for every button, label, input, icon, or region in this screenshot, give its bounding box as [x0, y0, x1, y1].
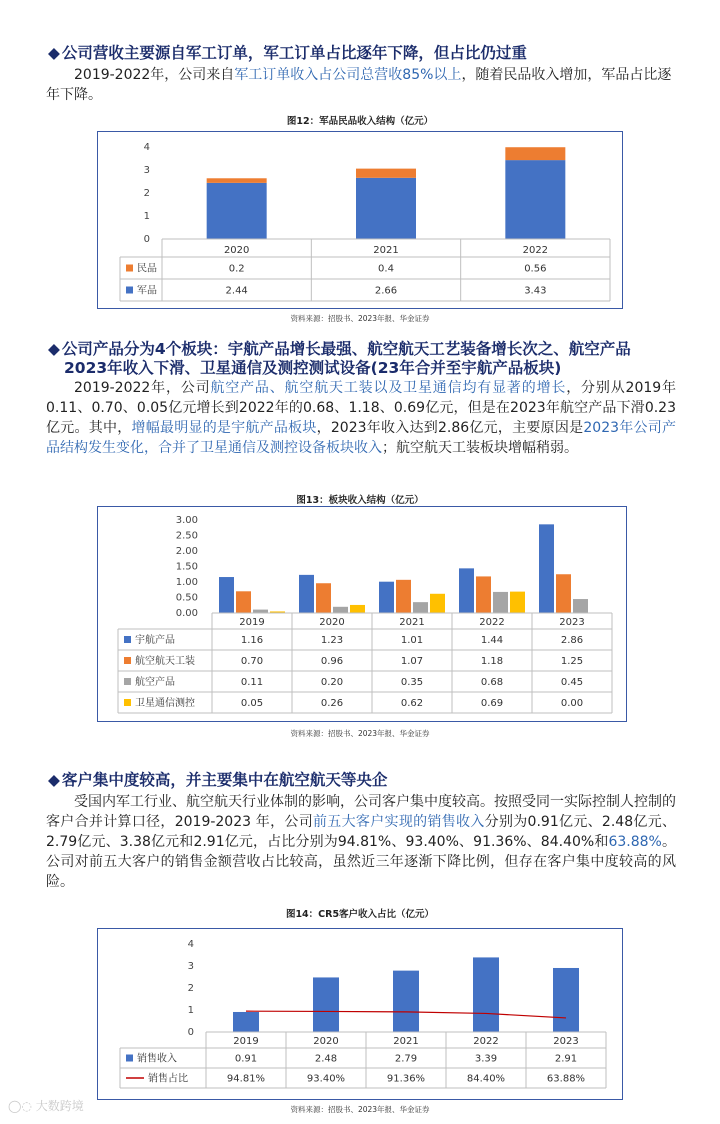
y-tick-label: 0	[187, 1027, 194, 1038]
bar-航空产品	[333, 607, 348, 613]
section1-heading: ◆ 公司营收主要源自军工订单，军工订单占比逐年下降，但占比仍过重	[48, 44, 527, 62]
data-label: 0.45	[560, 677, 584, 688]
fig14-svg	[98, 929, 622, 1099]
bar-军品	[207, 183, 267, 239]
data-label: 91.36%	[386, 1073, 426, 1085]
data-label: 0.68	[480, 677, 504, 688]
y-tick-label: 0	[143, 234, 150, 245]
bar-宇航产品	[459, 568, 474, 613]
data-label: 0.70	[240, 656, 264, 667]
y-tick-label: 3.00	[175, 515, 198, 526]
bar-销售收入	[313, 977, 339, 1032]
y-tick-label: 2	[143, 188, 150, 199]
y-tick-label: 4	[143, 142, 150, 153]
y-tick-label: 0.50	[175, 592, 198, 604]
data-label: 1.25	[560, 656, 584, 667]
x-category-label: 2021	[399, 617, 425, 628]
data-label: 0.26	[320, 698, 344, 709]
watermark: ◯◌ 大数跨境	[8, 1099, 84, 1113]
y-tick-label: 3	[187, 961, 194, 972]
legend-label: 军品	[137, 285, 157, 297]
bar-卫星通信测控	[350, 605, 365, 613]
fig14-source: 资料来源：招股书、2023年报、华金证券	[290, 1105, 430, 1114]
data-label: 0.4	[378, 263, 394, 275]
bar-卫星通信测控	[510, 592, 525, 613]
bar-民品	[207, 178, 267, 183]
data-label: 1.23	[320, 635, 344, 646]
data-label: 3.39	[474, 1053, 498, 1065]
section2-paragraph: 2019-2022年，公司航空产品、航空航天工装以及卫星通信均有显著的增长，分别从2019年0.11、0.70、0.05亿元增长到2022年的0.68、1.18、0.69亿元，但是在2023年航空产品下滑0.23亿元。其中，增幅最明显的是宇航产品板块，2023年收入达到2.86亿元，主要原因是2023年公司产品结构发生变化，合并了卫星通信及测控设备板块收入；航空航天工装板块增幅稍弱。	[46, 380, 676, 456]
fig12-svg	[98, 132, 622, 308]
data-label: 0.62	[400, 698, 424, 709]
bar-军品	[505, 160, 565, 239]
bar-航空产品	[253, 610, 268, 613]
y-tick-label: 2.50	[175, 530, 198, 542]
x-category-label: 2021	[373, 245, 399, 256]
x-category-label: 2019	[239, 617, 265, 628]
diamond-bullet-icon: ◆	[48, 771, 60, 789]
data-label: 0.69	[480, 698, 504, 709]
bar-宇航产品	[379, 582, 394, 613]
data-label: 0.91	[234, 1053, 258, 1065]
bar-销售收入	[473, 957, 499, 1032]
fig12-chart	[97, 131, 623, 309]
data-label: 1.44	[480, 635, 504, 646]
fig14-title: 图14：CR5客户收入占比（亿元）	[285, 909, 435, 920]
section3-heading: ◆ 客户集中度较高，并主要集中在航空航天等央企	[48, 771, 388, 789]
data-label: 84.40%	[466, 1073, 506, 1085]
bar-航空航天工装	[396, 580, 411, 613]
data-label: 2.79	[394, 1053, 418, 1065]
data-label: 0.96	[320, 656, 344, 667]
x-category-label: 2020	[313, 1036, 339, 1047]
legend-key-卫星通信测控	[124, 699, 131, 706]
legend-label: 航空产品	[135, 677, 175, 688]
data-label: 0.11	[240, 677, 264, 688]
x-category-label: 2023	[559, 617, 585, 628]
x-category-label: 2019	[233, 1036, 259, 1047]
diamond-bullet-icon: ◆	[48, 44, 60, 62]
data-label: 93.40%	[306, 1073, 346, 1085]
data-label: 0.35	[400, 677, 424, 688]
bar-航空航天工装	[316, 583, 331, 613]
x-category-label: 2022	[479, 617, 505, 628]
x-category-label: 2022	[473, 1036, 499, 1047]
legend-key-销售收入	[126, 1055, 133, 1062]
legend-key-航空航天工装	[124, 657, 131, 664]
legend-label: 航空航天工装	[135, 656, 195, 667]
data-label: 2.86	[560, 635, 584, 646]
bar-军品	[356, 178, 416, 239]
bar-航空产品	[413, 602, 428, 613]
x-category-label: 2020	[319, 617, 345, 628]
data-label: 2.66	[374, 285, 398, 297]
bar-航空产品	[493, 592, 508, 613]
data-label: 1.18	[480, 656, 504, 667]
bar-民品	[505, 147, 565, 160]
section3-paragraph: 受国内军工行业、航空航天行业体制的影响，公司客户集中度较高。按照受同一实际控制人控制的客户合并计算口径，2019-2023 年，公司前五大客户实现的销售收入分别为0.91亿元、2.48亿元、2.79亿元、3.38亿元和2.91亿元，占比分别为94.81%、93.40%、91.36%、84.40%和63.88%。公司对前五大客户的销售金额营收占比较高，虽然近三年逐渐下降比例，但存在客户集中度较高的风险。	[46, 794, 677, 890]
y-tick-label: 4	[187, 939, 194, 950]
fig12-source: 资料来源：招股书、2023年报、华金证券	[290, 314, 430, 323]
data-label: 1.16	[240, 635, 264, 646]
fig13-chart	[97, 506, 627, 722]
bar-销售收入	[553, 968, 579, 1032]
data-label: 2.91	[554, 1053, 578, 1065]
data-label: 2.48	[314, 1053, 338, 1065]
bar-航空航天工装	[476, 576, 491, 613]
fig12-title: 图12：军品民品收入结构（亿元）	[286, 116, 434, 127]
bar-宇航产品	[219, 577, 234, 613]
y-tick-label: 1.00	[175, 577, 198, 588]
data-label: 0.00	[560, 698, 584, 709]
data-label: 0.2	[228, 263, 245, 275]
legend-label: 宇航产品	[135, 635, 175, 646]
bar-卫星通信测控	[430, 594, 445, 613]
y-tick-label: 3	[143, 165, 150, 176]
watermark-logo-icon: ◯◌	[8, 1099, 32, 1113]
bar-销售收入	[233, 1012, 259, 1032]
data-label: 63.88%	[546, 1073, 586, 1085]
diamond-bullet-icon: ◆	[48, 340, 60, 358]
section2-heading-line2: 2023年收入下滑、卫星通信及测控测试设备(23年合并至宇航产品板块)	[64, 359, 562, 377]
y-tick-label: 1	[143, 211, 150, 222]
bar-宇航产品	[299, 575, 314, 613]
fig13-title: 图13：板块收入结构（亿元）	[296, 495, 424, 506]
fig14-chart	[97, 928, 623, 1100]
legend-key-宇航产品	[124, 636, 131, 643]
data-label: 1.01	[400, 635, 424, 646]
data-label: 94.81%	[226, 1073, 266, 1085]
y-tick-label: 1	[187, 1005, 194, 1016]
fig13-source: 资料来源：招股书、2023年报、华金证券	[290, 729, 430, 738]
x-category-label: 2021	[393, 1036, 419, 1047]
legend-label: 民品	[137, 263, 157, 275]
legend-key-民品	[126, 265, 133, 272]
data-label: 0.56	[524, 263, 547, 275]
data-label: 3.43	[524, 285, 547, 297]
y-tick-label: 0.00	[175, 608, 198, 619]
bar-民品	[356, 169, 416, 178]
section2-heading: ◆ 公司产品分为4个板块：宇航产品增长最强、航空航天工艺装备增长次之、航空产品	[48, 340, 631, 358]
x-category-label: 2020	[223, 245, 250, 256]
legend-label: 销售收入	[137, 1053, 177, 1065]
data-label: 0.20	[320, 677, 344, 688]
y-tick-label: 2	[187, 983, 194, 994]
data-label: 0.05	[240, 698, 264, 709]
y-tick-label: 2.00	[175, 546, 198, 557]
section1-paragraph: 2019-2022年，公司来自军工订单收入占公司总营收85%以上，随着民品收入增加，军品占比逐年下降。	[46, 67, 672, 103]
data-label: 2.44	[225, 285, 248, 297]
data-label: 1.07	[400, 656, 424, 667]
bar-宇航产品	[539, 524, 554, 613]
y-tick-label: 1.50	[175, 561, 198, 573]
bar-航空航天工装	[556, 574, 571, 613]
legend-label: 卫星通信测控	[135, 698, 195, 709]
fig13-svg	[98, 507, 626, 721]
bar-航空航天工装	[236, 591, 251, 613]
bar-销售收入	[393, 971, 419, 1032]
legend-key-航空产品	[124, 678, 131, 685]
legend-key-军品	[126, 287, 133, 294]
legend-label: 销售占比	[148, 1073, 188, 1085]
bar-航空产品	[573, 599, 588, 613]
x-category-label: 2022	[522, 245, 549, 256]
x-category-label: 2023	[553, 1036, 579, 1047]
